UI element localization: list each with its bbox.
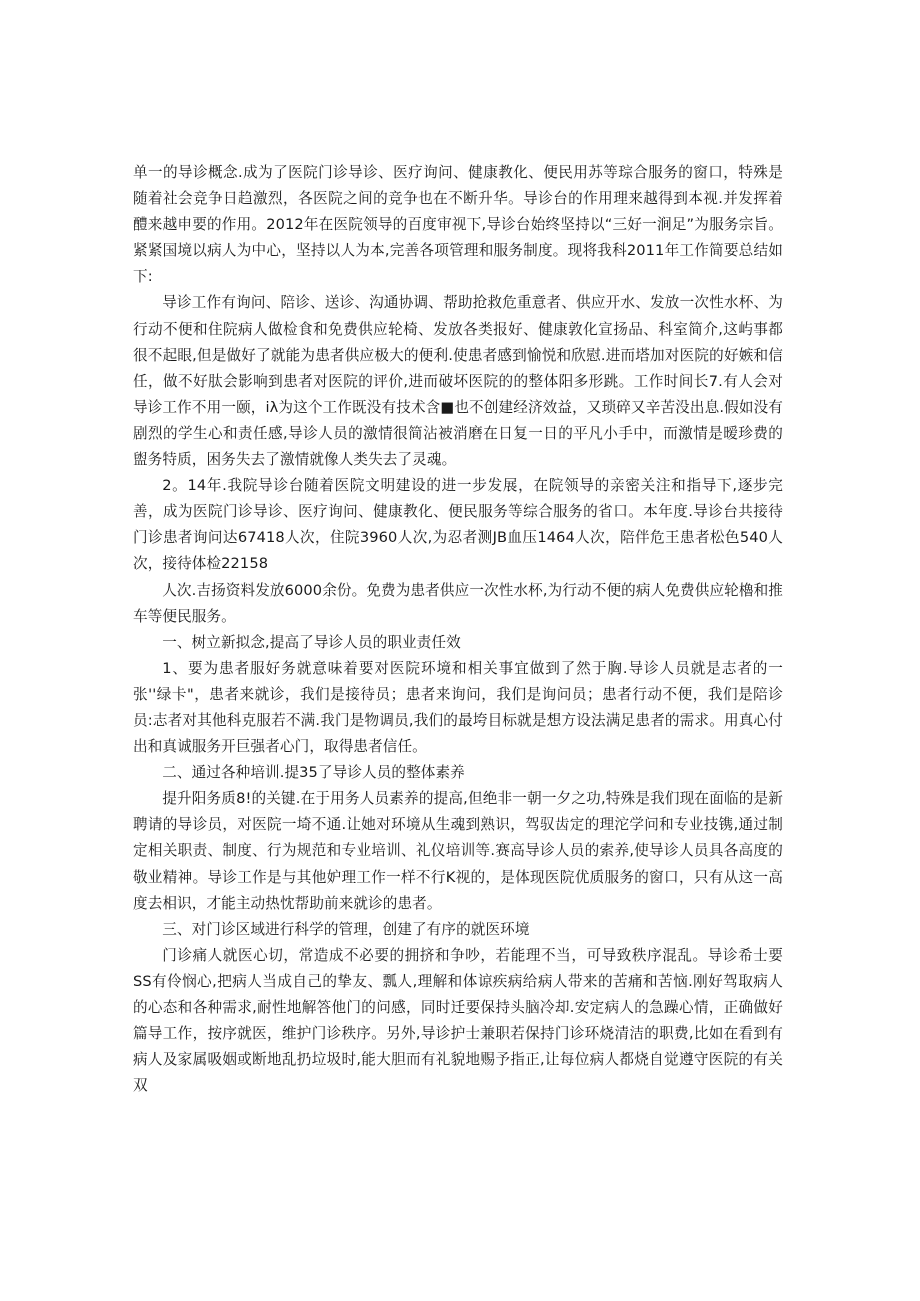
section-body-2: 提升阳务质8!的关键.在于用务人员素养的提高,但绝非一朝一夕之功,特殊是我们现在面临的是新聘请的导诊员，对医院一埼不通.让她对环境从生魂到熟识，驾驭齿定的理沱学问和专业技镌,通过制定相关职责、制度、行为规范和专业培训、礼仪培训等.赛高导诊人员的索养,使导诊人员具各高度的敬业精神。导诊工作是与其他妒理工作一样不行K视的，是体现医院优质服务的窗口，只有从这一高度去相识，才能主动热忱帮助前来就诊的患者。 — [133, 790, 783, 912]
intro-paragraph: 单一的导诊概念.成为了医院门诊导诊、医疗询问、健康教化、便民用苏等琮合服务的窗口，特殊是随着社会竞争日趋激烈，各医院之间的竞争也在不断升华。导诊台的作用理来越得到本视.并发挥着醴来越申要的作用。2012年在医院领导的百度审视下,导诊台始终坚持以“三好一涧足”为服务宗旨。紧紧国境以病人为中心，坚持以人为本,完善各项管理和服务制度。现将我科2011年工作简要总结如下: — [133, 164, 783, 286]
section-heading-1: 一、树立新拟念,提高了导诊人员的职业责任效 — [162, 633, 461, 651]
statistics-paragraph: 2。14年.我院导诊台随着医院文明建设的进一步发展，在院领导的亲密关注和指导下,逐步完善，成为医院门诊导诊、医疗询问、健康教化、便民服务等综合服务的省口。本年度.导诊台共接待门诊患者询问达67418人次，住院3960人次,为忍者测JB血压1464人次，陪伴危王患者松色540人次，接待体检22158 — [133, 477, 783, 573]
document-page — [133, 160, 783, 1099]
section-body-1: 1、要为患者服好务就意味着要对医院环境和相关事宜做到了然于胸.导诊人员就是志者的一张''绿卡"，患者来就诊，我们是接待员；患者来询问，我们是询问员；患者行动不便，我们是陪诊员:志者对其他科克服若不满.我门是物调员,我们的最垮目标就是想方设法满足患者的需求。用真心付出和真诚服务开巨强者心门，取得患者信任。 — [133, 659, 783, 756]
section-heading-3: 三、对门诊区域进行科学的管理，创建了有序的就医环境 — [162, 920, 530, 938]
statistics-continued-paragraph: 人次.吉扬资料发放6000余份。免费为患者供应一次性水杯,为行动不便的病人免费供应轮櫓和推车等便民服务。 — [133, 581, 783, 625]
section-heading-2: 二、通过各种培训.提35了导诊人员的整体素养 — [162, 764, 465, 782]
section-body-3: 门诊痛人就医心切，常造成不必要的拥挤和争吵，若能理不当，可导致秩序混乱。导诊希士要SS有伶悯心,把病人当成自己的挚友、瓢人,理解和体谅疾病给病人带来的苦痛和苦恼.刚好驾取病人的心态和各种需求,耐性地解答他门的问感，同时迁要保持头脑冷却.安定病人的急躁心情，正确做好篇导工作，按序就医，维护门诊秩序。另外,导诊护士兼职若保持门诊环烧清洁的职费,比如在看到有病人及家属吸姻或断地乱扔垃圾时,能大胆而有礼貌地赐予指正,让每位病人都烧自觉遵守医院的有关双 — [133, 946, 783, 1095]
duties-paragraph: 导诊工作有询问、陪诊、送诊、沟通协调、帮助抢救危重意者、供应开水、发放一次性水杯、为行动不便和住院病人做检食和免费供应轮椅、发放各类报好、健康敦化宣扬品、科室简介,这屿事都很不起眼,但是做好了就能为患者供应极大的便利.使患者感到愉悦和欣慰.进而塔加对医院的好嫉和信任，做不好肽会影响到患者对医院的评价,进而破坏医院的的整体阳多形跳。工作时间长7.有人会对导诊工作不用一颐，iλ为这个工作既没有技术含■也不创建经济效益，又琐碎又辛苦没出息.假如没有剧烈的学生心和责任感,导诊人员的激情很简沾被消磨在日复一日的平凡小手中，而激情是暧珍费的盥务特质，困务失去了激情就像人类失去了灵魂。 — [133, 294, 783, 469]
